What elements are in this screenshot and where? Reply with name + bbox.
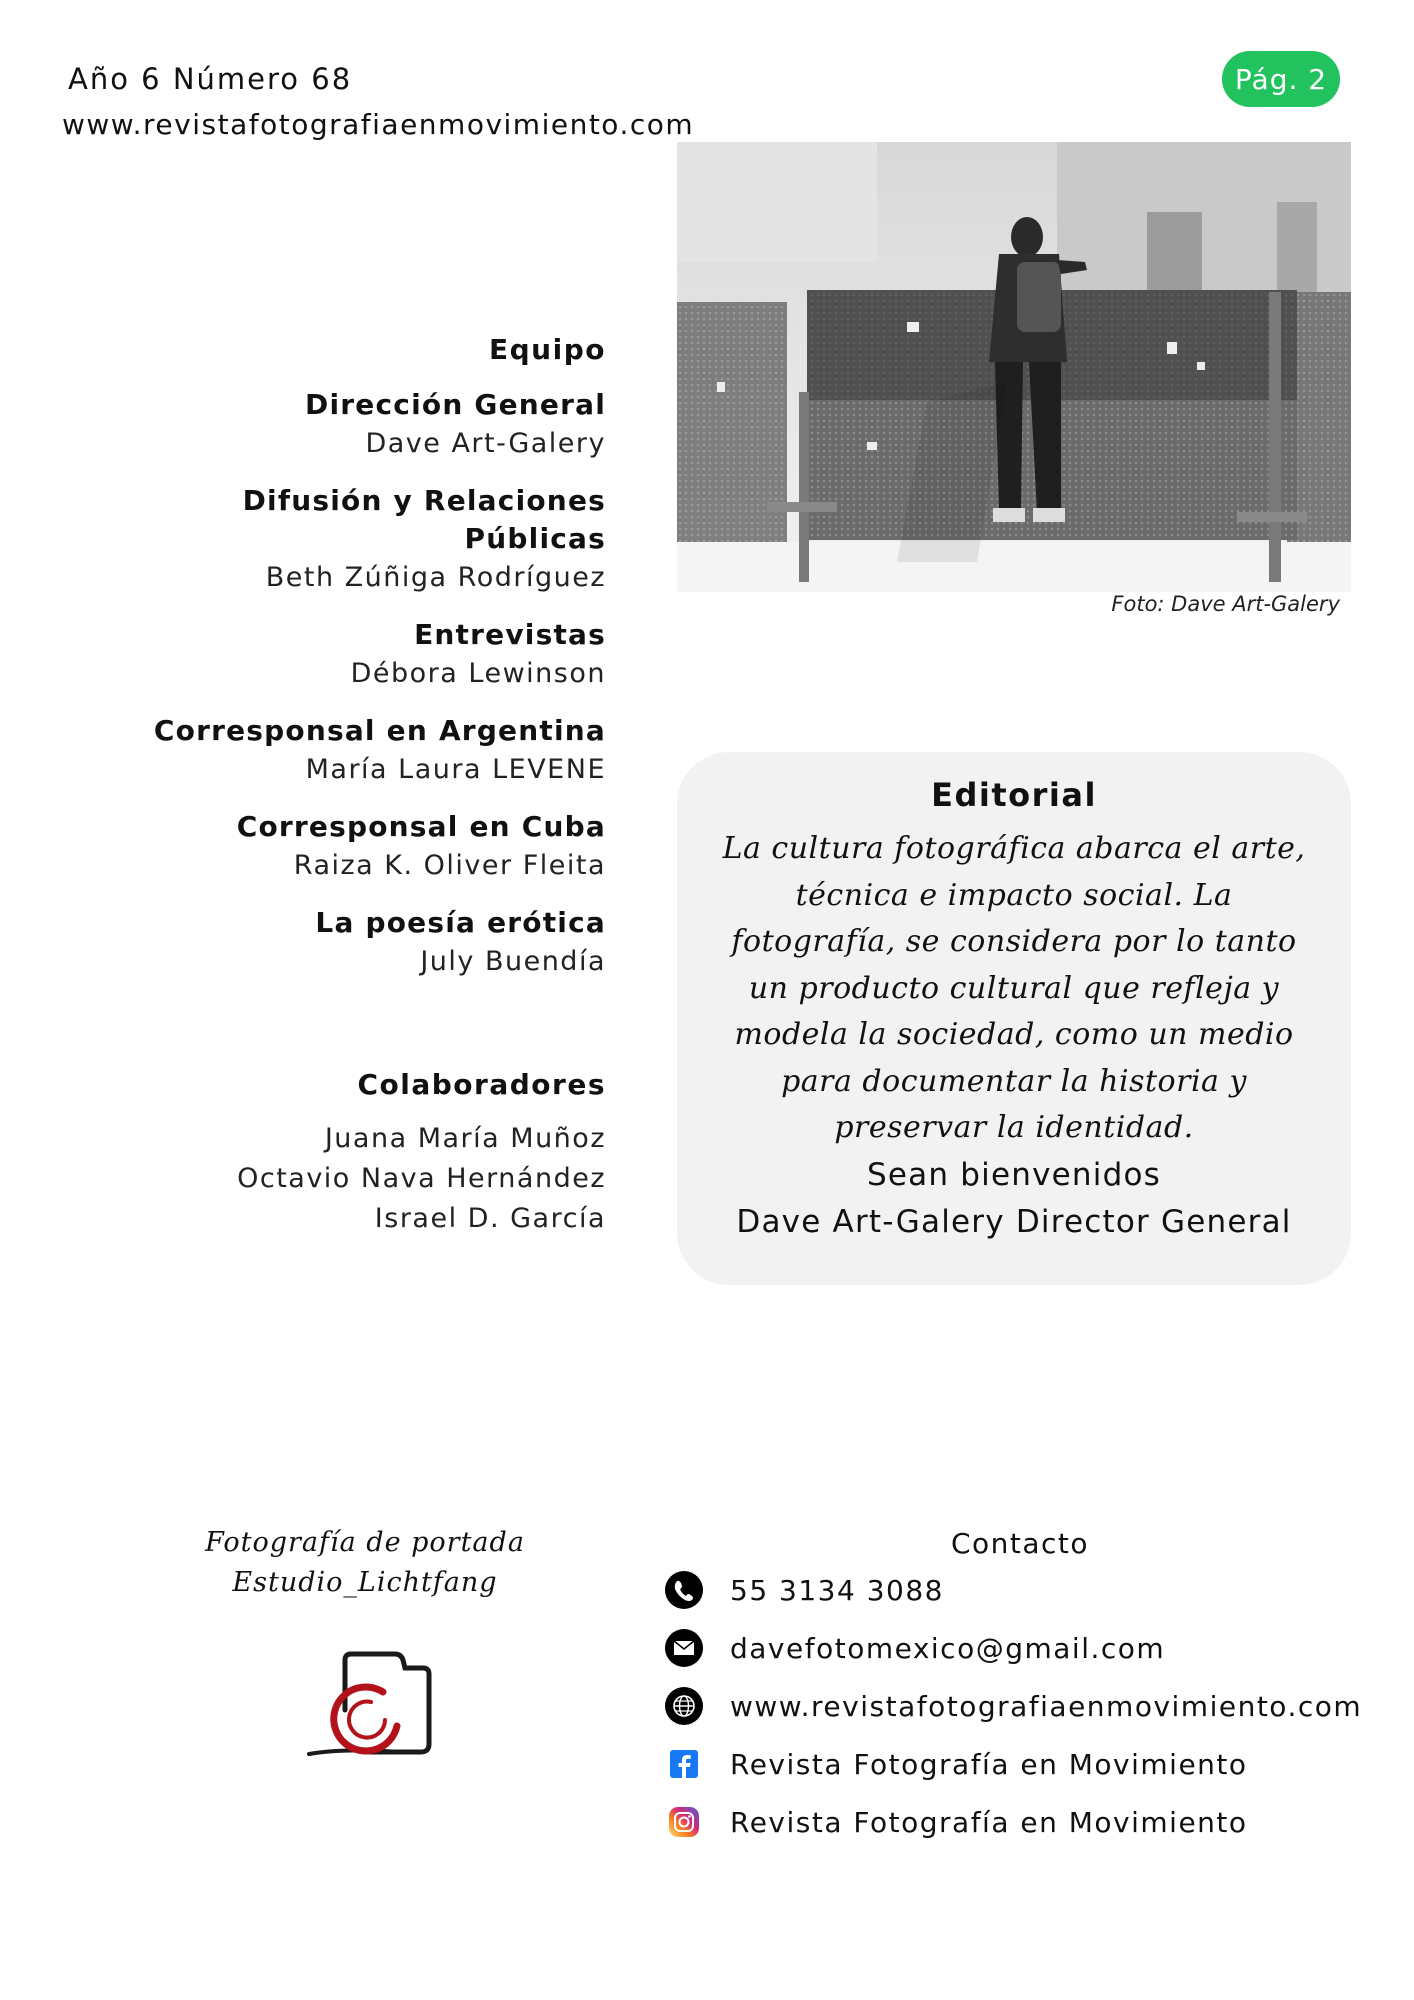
editorial-line: un producto cultural que refleja y bbox=[748, 970, 1280, 1006]
contact-text: Revista Fotografía en Movimiento bbox=[730, 1747, 1248, 1781]
team-role bbox=[100, 904, 606, 982]
contact-instagram[interactable] bbox=[662, 1800, 1248, 1844]
role-person: Dave Art-Galery bbox=[365, 428, 606, 459]
editorial-body bbox=[707, 826, 1321, 1152]
collaborators-section bbox=[100, 1068, 606, 1239]
role-title: Corresponsal en Argentina bbox=[153, 714, 606, 747]
editorial-welcome: Sean bienvenidos bbox=[867, 1156, 1161, 1193]
editorial-heading: Editorial bbox=[931, 776, 1097, 814]
editorial-line: La cultura fotográfica abarca el arte, bbox=[722, 831, 1306, 866]
editorial-signature: Dave Art-Galery Director General bbox=[736, 1203, 1292, 1240]
role-title: Difusión y Relaciones Públicas bbox=[242, 484, 606, 555]
phone-icon bbox=[662, 1568, 706, 1612]
editorial-line: técnica e impacto social. La bbox=[795, 877, 1233, 913]
team-role bbox=[100, 808, 606, 886]
collaborators-heading: Colaboradores bbox=[357, 1068, 606, 1101]
editorial-line: fotografía, se considera por lo tanto bbox=[731, 924, 1297, 959]
globe-icon bbox=[662, 1684, 706, 1728]
photo-caption: Foto: Dave Art-Galery bbox=[1111, 592, 1340, 616]
editorial-line: preservar la identidad. bbox=[834, 1110, 1194, 1145]
contact-heading: Contacto bbox=[950, 1527, 1090, 1560]
cover-credit-studio: Estudio_Lichtfang bbox=[232, 1567, 498, 1598]
team-section bbox=[100, 333, 606, 1000]
contact-text: davefotomexico@gmail.com bbox=[730, 1631, 1166, 1665]
collaborator-name: Juana María Muñoz bbox=[324, 1123, 606, 1154]
editorial-line: para documentar la historia y bbox=[781, 1063, 1247, 1099]
contact-text: 55 3134 3088 bbox=[730, 1573, 944, 1607]
cover-credit bbox=[150, 1523, 580, 1603]
role-person: Débora Lewinson bbox=[350, 658, 606, 689]
collaborator-name: Israel D. García bbox=[374, 1203, 606, 1234]
facebook-icon bbox=[662, 1742, 706, 1786]
role-title: Entrevistas bbox=[414, 618, 606, 651]
editorial-box bbox=[677, 752, 1351, 1285]
team-role bbox=[100, 482, 606, 598]
role-title: Dirección General bbox=[305, 388, 606, 421]
editorial-line: modela la sociedad, como un medio bbox=[734, 1017, 1294, 1052]
team-role bbox=[100, 616, 606, 694]
instagram-icon bbox=[662, 1800, 706, 1844]
camera-logo-icon bbox=[305, 1640, 440, 1770]
role-title: La poesía erótica bbox=[315, 906, 606, 939]
contact-text: www.revistafotografiaenmovimiento.com bbox=[730, 1689, 1363, 1723]
contact-website[interactable] bbox=[662, 1684, 1362, 1728]
cover-photo bbox=[677, 142, 1351, 592]
team-role bbox=[100, 386, 606, 464]
cover-credit-label: Fotografía de portada bbox=[205, 1527, 525, 1558]
contact-phone[interactable] bbox=[662, 1568, 944, 1612]
role-person: María Laura LEVENE bbox=[305, 754, 606, 785]
collaborator-name: Octavio Nava Hernández bbox=[237, 1163, 606, 1194]
contact-text: Revista Fotografía en Movimiento bbox=[730, 1805, 1248, 1839]
contact-email[interactable] bbox=[662, 1626, 1165, 1670]
role-person: July Buendía bbox=[420, 946, 606, 977]
team-role bbox=[100, 712, 606, 790]
contact-facebook[interactable] bbox=[662, 1742, 1248, 1786]
role-title: Corresponsal en Cuba bbox=[236, 810, 606, 843]
email-icon bbox=[662, 1626, 706, 1670]
page-number-badge: Pág. 2 bbox=[1222, 51, 1340, 107]
issue-number: Año 6 Número 68 bbox=[68, 62, 353, 96]
role-person: Raiza K. Oliver Fleita bbox=[293, 850, 606, 881]
role-person: Beth Zúñiga Rodríguez bbox=[265, 562, 606, 593]
site-url[interactable]: www.revistafotografiaenmovimiento.com bbox=[62, 108, 695, 141]
team-heading: Equipo bbox=[489, 333, 606, 366]
